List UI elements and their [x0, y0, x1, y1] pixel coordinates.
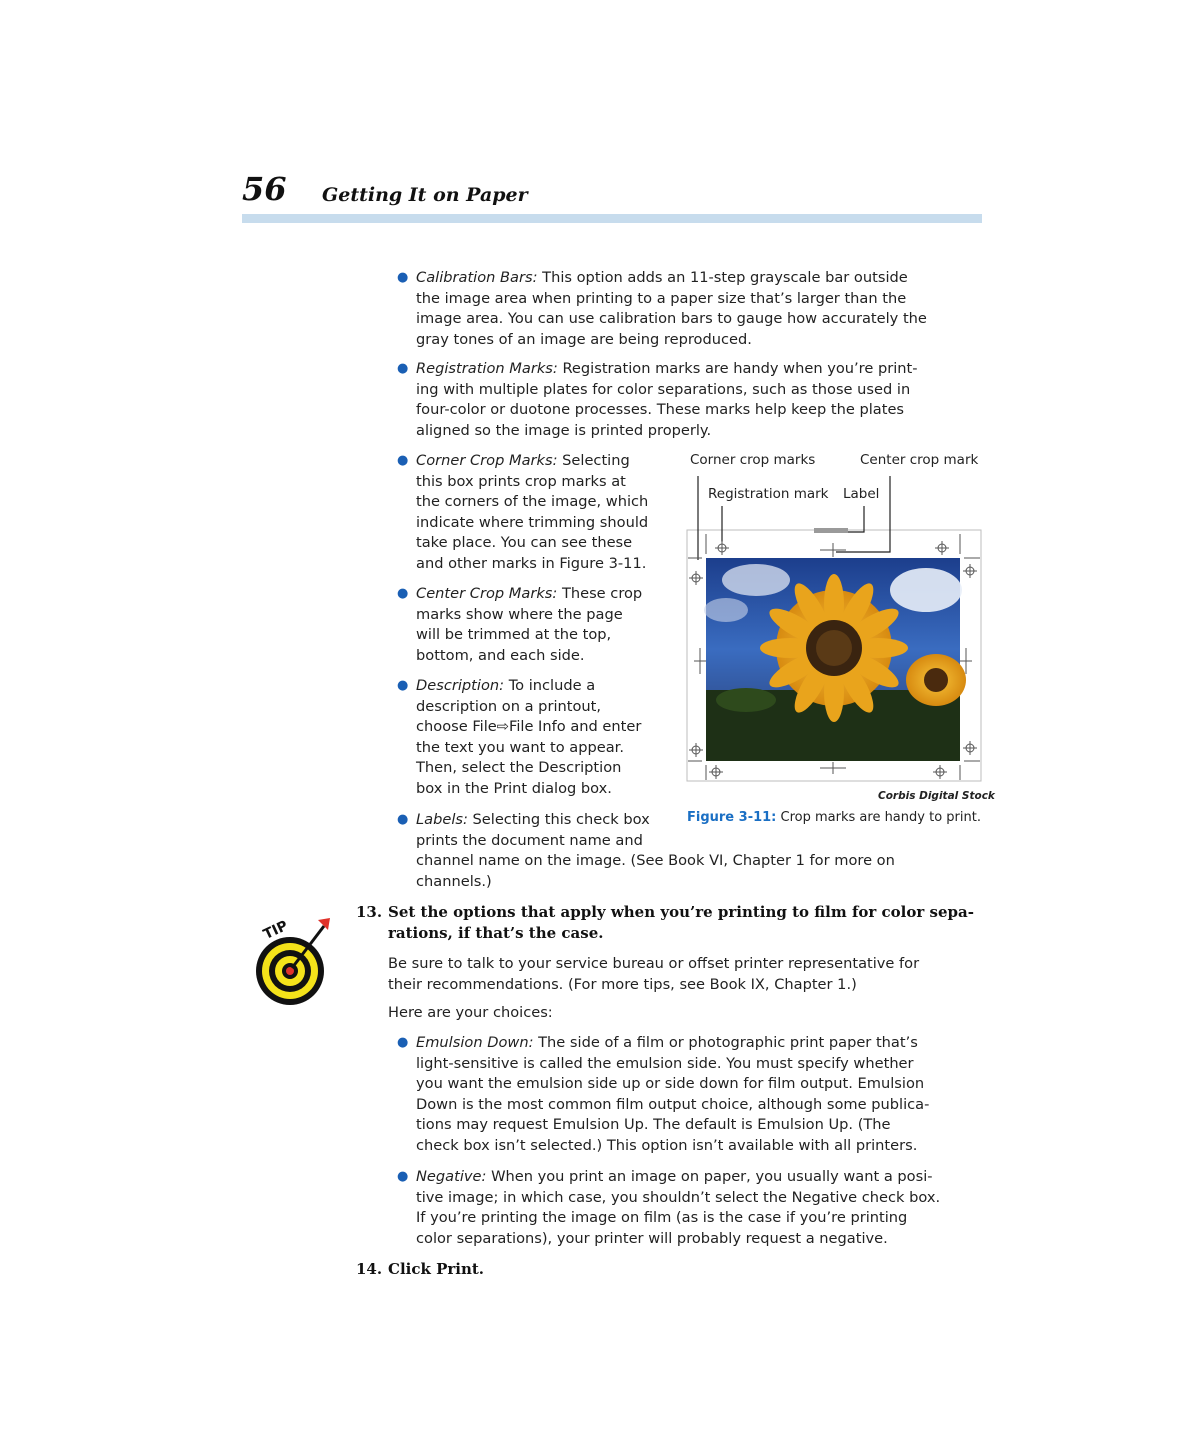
bullet-icon: ●	[397, 678, 409, 693]
header-rule	[242, 214, 982, 223]
bullet-icon: ●	[397, 1169, 409, 1184]
list-item: Calibration Bars: This option adds an 11-step grayscale bar outside the image area when printing to a paper size that’s larger than the image area. You can use calibration bars to gauge how accurately the gray tones of an image are being reproduced.	[416, 269, 927, 348]
page-header	[242, 170, 982, 226]
term: Emulsion Down:	[416, 1034, 534, 1051]
step-14-heading: Click Print.	[388, 1260, 485, 1278]
step-13-heading: Set the options that apply when you’re printing to film for color sepa- rations, if that’s the case.	[388, 903, 974, 942]
list-item: Center Crop Marks: These crop marks show where the page will be trimmed at the top, bottom, and each side.	[416, 585, 643, 664]
step-13-paragraph: Be sure to talk to your service bureau or offset printer representative for their recommendations. (For more tips, see Book IX, Chapter 1.)	[388, 955, 920, 993]
bullet-icon: ●	[397, 1035, 409, 1050]
term: Description:	[416, 677, 505, 694]
list-item: Registration Marks: Registration marks are handy when you’re print- ing with multiple plates for color separations, such as those used in four-color or duotone processes. These marks help keep the plates aligned so the image is printed properly.	[416, 360, 918, 439]
callout-label: Label	[843, 486, 880, 502]
crop-marks-illustration	[686, 450, 982, 790]
bullet-icon: ●	[397, 453, 409, 468]
callout-center-crop: Center crop mark	[860, 452, 979, 468]
caption-text: Crop marks are handy to print.	[780, 810, 981, 825]
bullet-icon: ●	[397, 812, 409, 827]
term: Calibration Bars:	[416, 269, 538, 286]
term: Registration Marks:	[416, 360, 558, 377]
list-item: Labels: Selecting this check box prints the document name and channel name on the image. (See Book VI, Chapter 1 for more on channels.)	[416, 811, 895, 890]
term: Negative:	[416, 1168, 487, 1185]
running-head: Getting It on Paper	[322, 184, 528, 206]
term: Corner Crop Marks:	[416, 452, 558, 469]
page-number: 56	[242, 170, 287, 208]
callout-corner-crop: Corner crop marks	[690, 452, 816, 468]
callout-registration: Registration mark	[708, 486, 829, 502]
tip-target-icon	[254, 916, 334, 1008]
label-mark	[814, 528, 848, 533]
figure-3-11	[686, 450, 995, 835]
step-13-choices: Here are your choices:	[388, 1004, 553, 1021]
bullet-icon: ●	[397, 586, 409, 601]
list-item: Negative: When you print an image on paper, you usually want a posi- tive image; in which case, you shouldn’t select the Negative check box. If you’re printing the image on film (as is the case if you’re printing color separations), your printer will probably request a negative.	[416, 1168, 941, 1247]
term: Center Crop Marks:	[416, 585, 558, 602]
svg-text:TIP: TIP	[260, 917, 291, 943]
list-item: Description: To include a description on a printout, choose File⇨File Info and enter the text you want to appear. Then, select the Description box in the Print dialog box.	[416, 677, 642, 797]
bullet-icon: ●	[397, 361, 409, 376]
bullet-icon: ●	[397, 270, 409, 285]
step-number: 14.	[356, 1260, 383, 1278]
photo-credit: Corbis Digital Stock	[878, 790, 995, 802]
list-item: Emulsion Down: The side of a film or photographic print paper that’s light-sensitive is called the emulsion side. You must specify whether you want the emulsion side up or side down for film output. Emulsion Down is the most common film output choice, although some publica- tions may request Emulsion Up. The default is Emulsion Up. (The check box isn’t selected.) This option isn’t available with all printers.	[416, 1034, 930, 1154]
list-item: Corner Crop Marks: Selecting this box prints crop marks at the corners of the image, which indicate where trimming should take place. You can see these and other marks in Figure 3-11.	[416, 452, 649, 572]
figure-caption	[687, 810, 981, 825]
step-number: 13.	[356, 903, 383, 921]
term: Labels:	[416, 811, 468, 828]
figure-number: Figure 3-11:	[687, 810, 777, 825]
